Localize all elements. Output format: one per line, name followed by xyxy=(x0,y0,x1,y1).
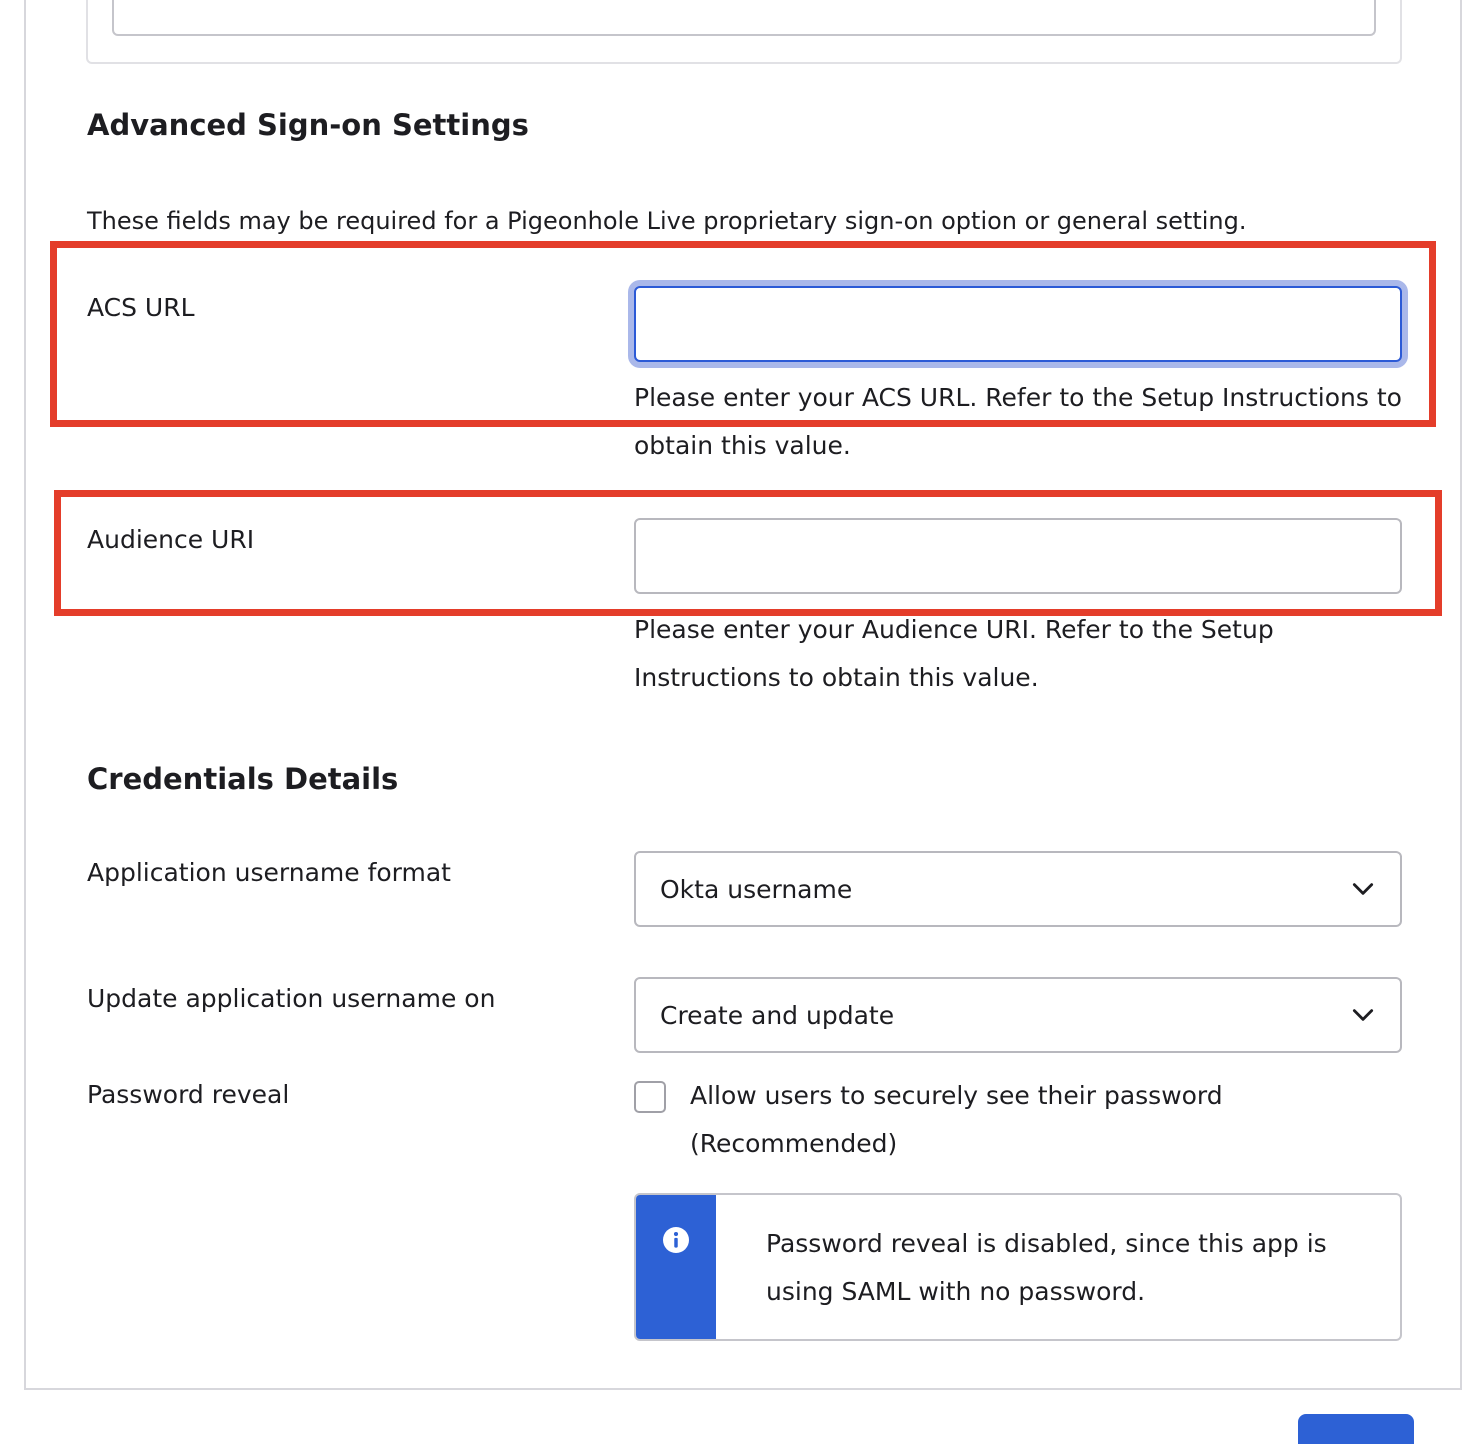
acs-url-help: Please enter your ACS URL. Refer to the Setup Instructions to obtain this value. xyxy=(634,383,1402,460)
password-reveal-checkbox-label[interactable]: Allow users to securely see their password (Recommended) xyxy=(690,1081,1223,1158)
update-username-on-label: Update application username on xyxy=(87,984,496,1013)
update-username-on-selected-value: Create and update xyxy=(660,1000,895,1030)
previous-section-card xyxy=(86,0,1402,64)
advanced-settings-description: These fields may be required for a Pigeonhole Live proprietary sign-on option or general setting. xyxy=(87,207,1247,235)
username-format-selected-value: Okta username xyxy=(660,874,853,904)
password-reveal-checkbox[interactable] xyxy=(634,1081,666,1113)
chevron-down-icon xyxy=(1350,1002,1376,1028)
password-reveal-info-callout xyxy=(634,1193,1402,1341)
audience-uri-help: Please enter your Audience URI. Refer to the Setup Instructions to obtain this value. xyxy=(634,615,1274,692)
audience-uri-input[interactable] xyxy=(634,518,1402,594)
primary-action-button[interactable] xyxy=(1298,1414,1414,1444)
credentials-details-title: Credentials Details xyxy=(87,762,399,796)
advanced-settings-title: Advanced Sign-on Settings xyxy=(87,108,529,142)
username-format-select[interactable] xyxy=(634,851,1402,927)
username-format-label: Application username format xyxy=(87,858,451,887)
password-reveal-label: Password reveal xyxy=(87,1080,290,1109)
info-callout-bar xyxy=(636,1195,716,1339)
acs-url-input[interactable] xyxy=(634,286,1402,362)
previous-field-input[interactable] xyxy=(112,0,1376,36)
update-username-on-select[interactable] xyxy=(634,977,1402,1053)
chevron-down-icon xyxy=(1350,876,1376,902)
audience-uri-label: Audience URI xyxy=(87,525,255,554)
info-icon xyxy=(663,1227,689,1253)
acs-url-label: ACS URL xyxy=(87,293,195,322)
info-callout-message: Password reveal is disabled, since this app is using SAML with no password. xyxy=(766,1229,1327,1306)
